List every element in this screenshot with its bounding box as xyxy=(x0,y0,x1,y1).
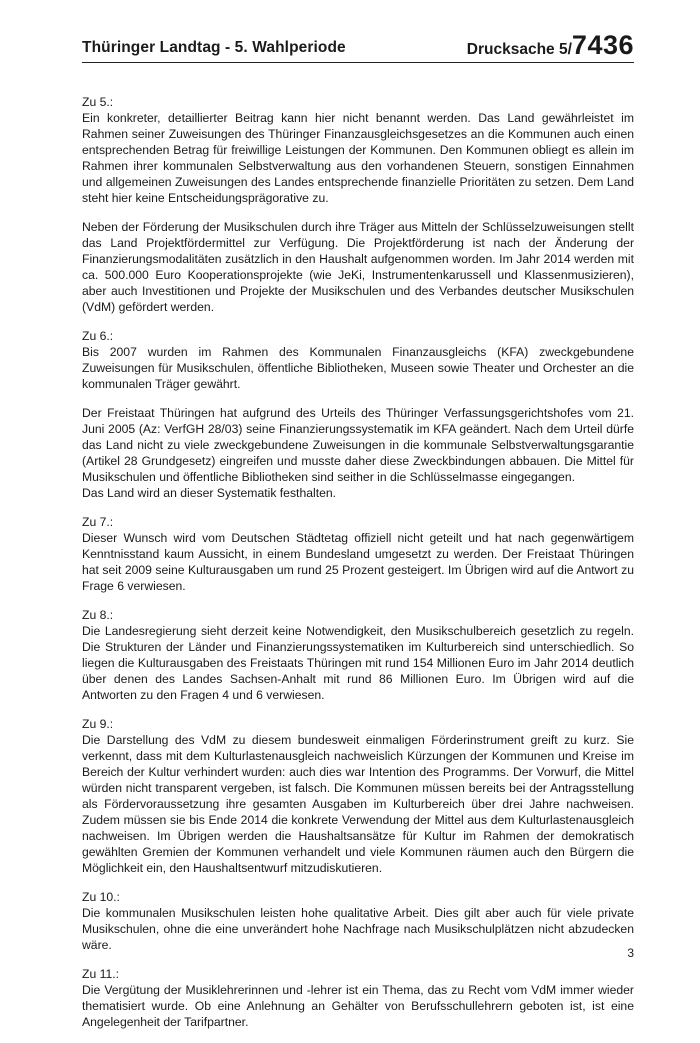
answer-block xyxy=(82,94,634,206)
answer-heading: Zu 8.: xyxy=(82,608,114,622)
answer-paragraph: Dieser Wunsch wird vom Deutschen Städtetag offiziell nicht geteilt und hat nach gegenwärtigem Kenntnisstand kaum Aussicht, in einem Bundesland umgesetzt zu werden. Der Freistaat Thüringen hat seit 2009 seine Kulturausgaben um rund 25 Prozent gesteigert. Im Übrigen wird auf die Antwort zu Frage 6 verwiesen. xyxy=(82,531,634,593)
parliament-title: Thüringer Landtag - 5. Wahlperiode xyxy=(82,39,346,56)
answer-paragraph: Bis 2007 wurden im Rahmen des Kommunalen Finanzausgleichs (KFA) zweckgebundene Zuweisungen für Musikschulen, öffentliche Bibliotheken, Museen sowie Theater und Orchester an die kommunalen Träger gewährt. xyxy=(82,345,634,391)
answer-paragraph: Die Vergütung der Musiklehrerinnen und -lehrer ist ein Thema, das zu Recht vom VdM immer wieder thematisiert wurde. Ob eine Anlehnung an Gehälter von Berufsschullehrern geboten ist, ist eine Angelegenheit der Tarifpartner. xyxy=(82,983,634,1029)
answer-block xyxy=(82,607,634,703)
answer-block xyxy=(82,716,634,876)
answer-paragraph: Die kommunalen Musikschulen leisten hohe qualitative Arbeit. Dies gilt aber auch für viele private Musikschulen, ohne die eine unverändert hohe Nachfrage nach Musikschulplätzen nicht abzudecken wäre. xyxy=(82,906,634,952)
document-body xyxy=(82,94,634,1043)
answer-heading: Zu 5.: xyxy=(82,95,114,109)
answer-paragraph: Die Landesregierung sieht derzeit keine Notwendigkeit, den Musikschulbereich gesetzlich zu regeln. Die Strukturen der Länder und Finanzierungssystematiken im Kulturbereich sind unterschiedlich. So liegen die Kulturausgaben des Freistaats Thüringen mit rund 154 Millionen Euro im Jahr 2014 deutlich über denen des Landes Sachsen-Anhalt mit rund 86 Millionen Euro. Im Übrigen wird auf die Antworten zu den Fragen 4 und 6 verwiesen. xyxy=(82,624,634,702)
answer-paragraph: Das Land wird an dieser Systematik festhalten. xyxy=(82,486,337,500)
answer-paragraph: Der Freistaat Thüringen hat aufgrund des Urteils des Thüringer Verfassungsgerichtshofes vom 21. Juni 2005 (Az: VerfGH 28/03) seine Finanzierungssystematik im KFA geändert. Nach dem Urteil dürfe das Land nicht zu viele zweckgebundene Zuweisungen in die kommunale Selbstverwaltungsgarantie (Artikel 28 Grundgesetz) eingreifen und musste daher diese Zweckbindungen abbauen. Die Mittel für Musikschulen und öffentliche Bibliotheken sind seither in die Schlüsselmasse eingegangen. xyxy=(82,406,634,484)
page-header xyxy=(82,30,634,63)
page-number: 3 xyxy=(627,946,634,960)
answer-heading: Zu 10.: xyxy=(82,890,120,904)
answer-block xyxy=(82,514,634,594)
document-number-prefix: Drucksache 5/ xyxy=(466,41,572,58)
answer-paragraph: Ein konkreter, detaillierter Beitrag kann hier nicht benannt werden. Das Land gewährleistet im Rahmen seiner Zuweisungen des Thüringer Finanzausgleichsgesetzes an die Kommunen auch einen entsprechenden Betrag für freiwillige Leistungen der Kommunen. Den Kommunen obliegt es allein im Rahmen ihrer kommunalen Selbstverwaltung aus den vorhandenen Steuern, sonstigen Einnahmen und allgemeinen Zuweisungen des Landes entsprechende finanzielle Prioritäten zu setzen. Dem Land steht hier keine Entscheidungsprägorative zu. xyxy=(82,111,634,205)
answer-paragraph: Neben der Förderung der Musikschulen durch ihre Träger aus Mitteln der Schlüsselzuweisungen stellt das Land Projektfördermittel zur Verfügung. Die Projektförderung ist nach der Änderung der Finanzierungsmodalitäten zusätzlich in den Haushalt aufgenommen worden. Im Jahr 2014 werden mit ca. 500.000 Euro Kooperationsprojekte (wie JeKi, Instrumentenkarussell und Klassenmusizieren), aber auch Investitionen und Projekte der Musikschulen und des Verbandes deutscher Musikschulen (VdM) gefördert werden. xyxy=(82,220,634,314)
answer-paragraph: Die Darstellung des VdM zu diesem bundesweit einmaligen Förderinstrument greift zu kurz. Sie verkennt, dass mit dem Kulturlastenausgleich nachweislich Kürzungen der Kommunen und Kreise im Bereich der Kultur verhindert wurden: auch dies war Intention des Programms. Der Vorwurf, die Mittel würden nicht transparent vergeben, ist falsch. Die Kommunen müssen bereits bei der Antragsstellung als Fördervoraussetzung ihre gesamten Ausgaben im Kulturbereich über drei Jahre nachweisen. Zudem müssen sie bis Ende 2014 die konkrete Verwendung der Mittel aus dem Kulturlastenausgleich nachweisen. Im Übrigen werden die Haushaltsansätze für Kultur im Rahmen der demokratisch gewählten Gremien der Kommunen verhandelt und viele Kommunen räumen auch den Bürgern die Möglichkeit ein, den Haushaltsentwurf mitzudiskutieren. xyxy=(82,733,634,875)
answer-heading: Zu 9.: xyxy=(82,717,114,731)
answer-heading: Zu 6.: xyxy=(82,329,114,343)
answer-block xyxy=(82,889,634,953)
document-number-value: 7436 xyxy=(571,30,634,60)
answer-block xyxy=(82,966,634,1030)
answer-block xyxy=(82,328,634,392)
answer-heading: Zu 7.: xyxy=(82,515,114,529)
document-number xyxy=(467,32,634,59)
answer-block xyxy=(82,219,634,315)
answer-block xyxy=(82,405,634,501)
answer-heading: Zu 11.: xyxy=(82,967,120,981)
